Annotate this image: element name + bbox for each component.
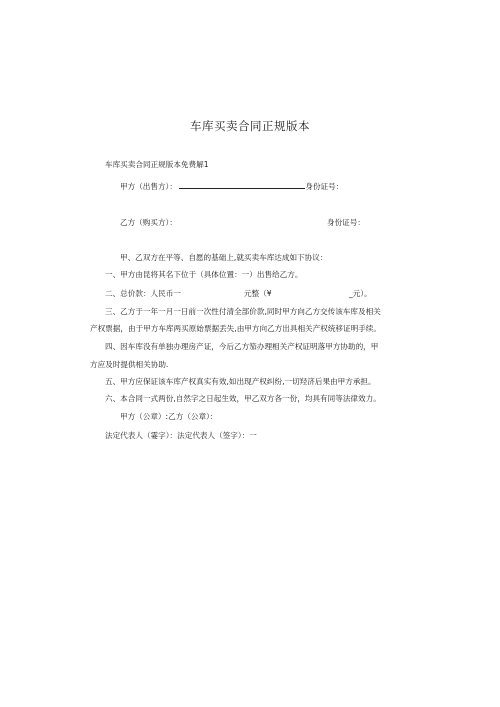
clause-3-line-2: 产权票据，由于甲方车库两买原始票据丢失,由甲方向乙方出具相关产权统移证明手续。	[90, 324, 381, 333]
clause-2-part-c: _元）。	[349, 289, 372, 298]
buyer-label: 乙方（购买方）：	[120, 218, 177, 227]
signature-party-line: 甲方（公章）:乙方（公章）：	[120, 412, 218, 421]
document-title: 车库买卖合同正规版本	[190, 119, 310, 133]
seller-line	[120, 180, 343, 192]
document-subtitle: 车库买卖合同正规版本免费解1	[105, 160, 209, 169]
clause-5: 五、甲方应保证该车库产权真实有效,如出现产权纠纷,一切羟济后果由甲方承担。	[105, 377, 376, 386]
clause-1: 一、甲方由昆将其名下位于（具体位置：一）出售给乙方。	[105, 270, 303, 279]
seller-label: 甲方（出售方）：	[120, 182, 177, 191]
clause-6: 六、本合同一式两份,自然字之日起生效，甲乙双方各一份，均具有同等法律效力。	[105, 394, 381, 403]
buyer-id-label: 身份证号：	[327, 218, 365, 227]
clause-4-line-2: 方应及时提供相关协助.	[90, 360, 169, 369]
clause-4-line-1: 四、因车库没有单独办理房产证，今后乙方笳办理相关产权证明落甲方协助的，甲	[105, 342, 379, 351]
intro-paragraph: 甲、乙双方在平等、自愿的基础上,就买卖车库达成如下协议：	[120, 253, 328, 262]
signature-representative-line: 法定代表人（霎字）：法定代表人（签字）：一	[105, 431, 257, 440]
seller-id-label: 身份证号：	[305, 182, 344, 191]
clause-3-line-1: 三、乙方于一年一月一日前一次性付清全部价款,同时甲方向乙方交传该车库及相关	[105, 307, 381, 316]
clause-2-part-a: 二、总价款：人民币一	[105, 289, 181, 298]
seller-name-blank	[179, 180, 305, 189]
clause-2-part-b: 元整（¥	[244, 289, 272, 298]
